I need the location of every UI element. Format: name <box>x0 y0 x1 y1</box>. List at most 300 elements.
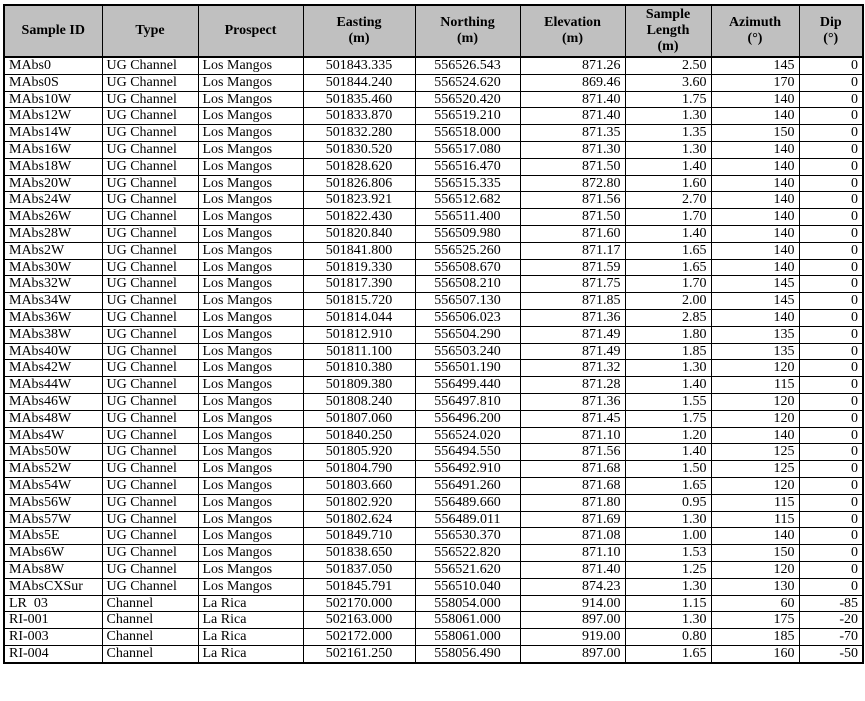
cell-sample-length: 1.70 <box>625 209 711 226</box>
cell-sample-length: 1.65 <box>625 477 711 494</box>
table-row <box>4 343 863 360</box>
cell-type: UG Channel <box>102 91 198 108</box>
cell-type: UG Channel <box>102 545 198 562</box>
column-header-line: (m) <box>457 31 478 46</box>
cell-type: UG Channel <box>102 141 198 158</box>
cell-type: UG Channel <box>102 158 198 175</box>
cell-prospect: Los Mangos <box>198 293 303 310</box>
column-header-northing <box>415 5 520 57</box>
cell-azimuth: 120 <box>711 393 799 410</box>
cell-sample-id: MAbs32W <box>4 276 102 293</box>
cell-prospect: Los Mangos <box>198 175 303 192</box>
cell-sample-length: 1.65 <box>625 259 711 276</box>
cell-sample-id: MAbs24W <box>4 192 102 209</box>
cell-type: UG Channel <box>102 276 198 293</box>
cell-elevation: 871.50 <box>520 209 625 226</box>
cell-azimuth: 175 <box>711 612 799 629</box>
cell-sample-length: 1.35 <box>625 125 711 142</box>
column-header-dip <box>799 5 863 57</box>
cell-sample-length: 1.85 <box>625 343 711 360</box>
cell-elevation: 871.35 <box>520 125 625 142</box>
cell-type: UG Channel <box>102 175 198 192</box>
cell-dip: 0 <box>799 293 863 310</box>
cell-prospect: Los Mangos <box>198 461 303 478</box>
column-header-line: Easting <box>336 15 382 30</box>
cell-easting: 501810.380 <box>303 360 415 377</box>
cell-dip: -85 <box>799 595 863 612</box>
cell-azimuth: 150 <box>711 125 799 142</box>
cell-sample-id: MAbs46W <box>4 393 102 410</box>
cell-elevation: 871.10 <box>520 427 625 444</box>
cell-elevation: 871.40 <box>520 561 625 578</box>
cell-azimuth: 185 <box>711 629 799 646</box>
cell-dip: 0 <box>799 545 863 562</box>
cell-sample-length: 1.40 <box>625 225 711 242</box>
column-header-line: Azimuth <box>728 15 782 30</box>
cell-dip: 0 <box>799 511 863 528</box>
cell-easting: 501822.430 <box>303 209 415 226</box>
cell-easting: 501823.921 <box>303 192 415 209</box>
table-row <box>4 259 863 276</box>
cell-easting: 501819.330 <box>303 259 415 276</box>
cell-prospect: Los Mangos <box>198 343 303 360</box>
cell-dip: -70 <box>799 629 863 646</box>
cell-type: UG Channel <box>102 57 198 74</box>
cell-type: UG Channel <box>102 326 198 343</box>
cell-sample-id: MAbsCXSur <box>4 578 102 595</box>
cell-northing: 558061.000 <box>415 612 520 629</box>
cell-sample-id: MAbs0S <box>4 74 102 91</box>
cell-type: UG Channel <box>102 242 198 259</box>
cell-northing: 556496.200 <box>415 410 520 427</box>
cell-easting: 502172.000 <box>303 629 415 646</box>
cell-northing: 556492.910 <box>415 461 520 478</box>
column-header-line: (m) <box>657 39 679 54</box>
column-header-line: Length <box>646 23 690 38</box>
cell-easting: 501808.240 <box>303 393 415 410</box>
column-header-easting <box>303 5 415 57</box>
cell-type: Channel <box>102 645 198 662</box>
cell-sample-length: 1.60 <box>625 175 711 192</box>
cell-type: UG Channel <box>102 343 198 360</box>
cell-dip: 0 <box>799 57 863 74</box>
cell-elevation: 871.36 <box>520 393 625 410</box>
cell-easting: 501814.044 <box>303 309 415 326</box>
cell-sample-id: MAbs18W <box>4 158 102 175</box>
cell-easting: 501815.720 <box>303 293 415 310</box>
table-row <box>4 360 863 377</box>
table-row <box>4 175 863 192</box>
cell-dip: 0 <box>799 259 863 276</box>
table-row <box>4 477 863 494</box>
cell-sample-id: MAbs14W <box>4 125 102 142</box>
table-row <box>4 645 863 662</box>
table-row <box>4 461 863 478</box>
cell-northing: 556522.820 <box>415 545 520 562</box>
cell-azimuth: 130 <box>711 578 799 595</box>
cell-elevation: 871.08 <box>520 528 625 545</box>
cell-type: UG Channel <box>102 410 198 427</box>
cell-dip: 0 <box>799 494 863 511</box>
cell-dip: 0 <box>799 410 863 427</box>
cell-azimuth: 140 <box>711 192 799 209</box>
table-header <box>4 5 863 57</box>
cell-elevation: 919.00 <box>520 629 625 646</box>
cell-sample-id: MAbs8W <box>4 561 102 578</box>
cell-sample-id: MAbs34W <box>4 293 102 310</box>
cell-type: UG Channel <box>102 108 198 125</box>
cell-sample-length: 1.50 <box>625 461 711 478</box>
cell-prospect: Los Mangos <box>198 125 303 142</box>
cell-elevation: 871.68 <box>520 477 625 494</box>
table-row <box>4 209 863 226</box>
cell-azimuth: 140 <box>711 209 799 226</box>
column-header-line: (m) <box>348 31 370 46</box>
table-row <box>4 528 863 545</box>
cell-northing: 556517.080 <box>415 141 520 158</box>
cell-sample-id: MAbs30W <box>4 259 102 276</box>
cell-northing: 558061.000 <box>415 629 520 646</box>
column-header-line: Sample <box>645 7 691 22</box>
cell-dip: 0 <box>799 360 863 377</box>
cell-dip: 0 <box>799 125 863 142</box>
cell-type: UG Channel <box>102 477 198 494</box>
cell-easting: 502161.250 <box>303 645 415 662</box>
cell-sample-length: 2.50 <box>625 57 711 74</box>
cell-sample-id: MAbs54W <box>4 477 102 494</box>
cell-prospect: La Rica <box>198 595 303 612</box>
cell-type: Channel <box>102 595 198 612</box>
cell-northing: 556525.260 <box>415 242 520 259</box>
cell-azimuth: 170 <box>711 74 799 91</box>
cell-azimuth: 150 <box>711 545 799 562</box>
cell-azimuth: 140 <box>711 175 799 192</box>
cell-dip: 0 <box>799 309 863 326</box>
cell-sample-length: 1.30 <box>625 511 711 528</box>
cell-sample-id: MAbs26W <box>4 209 102 226</box>
cell-sample-length: 0.95 <box>625 494 711 511</box>
cell-easting: 501841.800 <box>303 242 415 259</box>
cell-elevation: 874.23 <box>520 578 625 595</box>
column-header-line: Dip <box>819 15 842 30</box>
cell-sample-id: MAbs6W <box>4 545 102 562</box>
cell-elevation: 914.00 <box>520 595 625 612</box>
cell-type: Channel <box>102 612 198 629</box>
cell-azimuth: 115 <box>711 377 799 394</box>
cell-elevation: 871.26 <box>520 57 625 74</box>
column-header-azimuth <box>711 5 799 57</box>
cell-sample-id: MAbs38W <box>4 326 102 343</box>
cell-sample-id: MAbs48W <box>4 410 102 427</box>
cell-easting: 501802.624 <box>303 511 415 528</box>
cell-sample-length: 1.80 <box>625 326 711 343</box>
table-row <box>4 74 863 91</box>
cell-dip: 0 <box>799 578 863 595</box>
cell-easting: 501843.335 <box>303 57 415 74</box>
cell-sample-length: 1.30 <box>625 578 711 595</box>
cell-type: UG Channel <box>102 461 198 478</box>
cell-dip: 0 <box>799 91 863 108</box>
cell-easting: 501844.240 <box>303 74 415 91</box>
cell-prospect: Los Mangos <box>198 578 303 595</box>
cell-dip: 0 <box>799 393 863 410</box>
cell-prospect: La Rica <box>198 629 303 646</box>
cell-prospect: Los Mangos <box>198 528 303 545</box>
cell-easting: 501817.390 <box>303 276 415 293</box>
cell-elevation: 871.68 <box>520 461 625 478</box>
cell-sample-id: MAbs0 <box>4 57 102 74</box>
cell-type: UG Channel <box>102 360 198 377</box>
cell-elevation: 871.36 <box>520 309 625 326</box>
cell-azimuth: 125 <box>711 444 799 461</box>
cell-elevation: 897.00 <box>520 645 625 662</box>
cell-sample-length: 1.15 <box>625 595 711 612</box>
cell-sample-length: 1.75 <box>625 91 711 108</box>
cell-elevation: 869.46 <box>520 74 625 91</box>
cell-dip: 0 <box>799 528 863 545</box>
cell-northing: 556508.670 <box>415 259 520 276</box>
cell-azimuth: 115 <box>711 494 799 511</box>
cell-sample-length: 1.55 <box>625 393 711 410</box>
cell-sample-length: 1.40 <box>625 377 711 394</box>
cell-prospect: Los Mangos <box>198 309 303 326</box>
cell-azimuth: 120 <box>711 561 799 578</box>
cell-azimuth: 140 <box>711 259 799 276</box>
cell-prospect: Los Mangos <box>198 326 303 343</box>
cell-easting: 502163.000 <box>303 612 415 629</box>
cell-sample-length: 0.80 <box>625 629 711 646</box>
cell-dip: 0 <box>799 427 863 444</box>
table-row <box>4 444 863 461</box>
cell-sample-length: 1.65 <box>625 242 711 259</box>
cell-prospect: Los Mangos <box>198 158 303 175</box>
cell-easting: 501840.250 <box>303 427 415 444</box>
cell-azimuth: 140 <box>711 242 799 259</box>
cell-azimuth: 140 <box>711 309 799 326</box>
cell-easting: 501803.660 <box>303 477 415 494</box>
cell-sample-id: MAbs4W <box>4 427 102 444</box>
table-row <box>4 158 863 175</box>
cell-easting: 501826.806 <box>303 175 415 192</box>
cell-type: UG Channel <box>102 209 198 226</box>
column-header-line: Prospect <box>224 23 277 38</box>
column-header-elevation <box>520 5 625 57</box>
cell-prospect: Los Mangos <box>198 494 303 511</box>
cell-type: UG Channel <box>102 225 198 242</box>
cell-dip: 0 <box>799 192 863 209</box>
cell-northing: 556507.130 <box>415 293 520 310</box>
cell-easting: 501807.060 <box>303 410 415 427</box>
cell-sample-length: 1.30 <box>625 612 711 629</box>
cell-northing: 556508.210 <box>415 276 520 293</box>
cell-northing: 556497.810 <box>415 393 520 410</box>
cell-azimuth: 140 <box>711 158 799 175</box>
cell-elevation: 872.80 <box>520 175 625 192</box>
cell-northing: 556509.980 <box>415 225 520 242</box>
cell-azimuth: 140 <box>711 141 799 158</box>
cell-sample-id: RI-001 <box>4 612 102 629</box>
cell-elevation: 871.49 <box>520 326 625 343</box>
cell-elevation: 871.10 <box>520 545 625 562</box>
cell-elevation: 871.85 <box>520 293 625 310</box>
table-row <box>4 242 863 259</box>
cell-northing: 556521.620 <box>415 561 520 578</box>
cell-northing: 556504.290 <box>415 326 520 343</box>
table-row <box>4 276 863 293</box>
cell-sample-length: 1.53 <box>625 545 711 562</box>
cell-prospect: Los Mangos <box>198 74 303 91</box>
cell-northing: 556489.660 <box>415 494 520 511</box>
cell-dip: 0 <box>799 209 863 226</box>
cell-easting: 501849.710 <box>303 528 415 545</box>
cell-elevation: 897.00 <box>520 612 625 629</box>
cell-prospect: Los Mangos <box>198 410 303 427</box>
cell-prospect: Los Mangos <box>198 511 303 528</box>
cell-easting: 502170.000 <box>303 595 415 612</box>
cell-prospect: Los Mangos <box>198 209 303 226</box>
cell-sample-length: 1.40 <box>625 444 711 461</box>
cell-dip: 0 <box>799 377 863 394</box>
cell-sample-length: 3.60 <box>625 74 711 91</box>
cell-dip: -50 <box>799 645 863 662</box>
cell-easting: 501832.280 <box>303 125 415 142</box>
cell-prospect: Los Mangos <box>198 444 303 461</box>
cell-prospect: Los Mangos <box>198 108 303 125</box>
cell-azimuth: 125 <box>711 461 799 478</box>
table-row <box>4 192 863 209</box>
cell-elevation: 871.45 <box>520 410 625 427</box>
cell-sample-id: MAbs42W <box>4 360 102 377</box>
cell-sample-id: MAbs20W <box>4 175 102 192</box>
cell-sample-length: 1.65 <box>625 645 711 662</box>
column-header-line: Type <box>135 23 165 38</box>
column-header-line: (°) <box>823 31 839 46</box>
cell-sample-id: MAbs36W <box>4 309 102 326</box>
cell-sample-length: 1.30 <box>625 360 711 377</box>
cell-prospect: La Rica <box>198 645 303 662</box>
cell-dip: 0 <box>799 242 863 259</box>
cell-easting: 501830.520 <box>303 141 415 158</box>
cell-azimuth: 140 <box>711 225 799 242</box>
cell-easting: 501845.791 <box>303 578 415 595</box>
table-row <box>4 578 863 595</box>
cell-dip: 0 <box>799 343 863 360</box>
cell-elevation: 871.59 <box>520 259 625 276</box>
cell-prospect: Los Mangos <box>198 276 303 293</box>
cell-sample-id: MAbs56W <box>4 494 102 511</box>
cell-northing: 556516.470 <box>415 158 520 175</box>
cell-azimuth: 160 <box>711 645 799 662</box>
cell-type: UG Channel <box>102 309 198 326</box>
cell-elevation: 871.50 <box>520 158 625 175</box>
cell-sample-id: MAbs40W <box>4 343 102 360</box>
cell-prospect: Los Mangos <box>198 561 303 578</box>
cell-type: UG Channel <box>102 444 198 461</box>
cell-azimuth: 145 <box>711 57 799 74</box>
cell-northing: 556512.682 <box>415 192 520 209</box>
cell-sample-id: MAbs16W <box>4 141 102 158</box>
cell-sample-id: MAbs28W <box>4 225 102 242</box>
table-row <box>4 494 863 511</box>
table-row <box>4 141 863 158</box>
cell-easting: 501838.650 <box>303 545 415 562</box>
cell-easting: 501828.620 <box>303 158 415 175</box>
cell-azimuth: 140 <box>711 427 799 444</box>
table-row <box>4 377 863 394</box>
cell-azimuth: 120 <box>711 410 799 427</box>
cell-sample-id: MAbs5E <box>4 528 102 545</box>
cell-type: UG Channel <box>102 393 198 410</box>
cell-northing: 556489.011 <box>415 511 520 528</box>
cell-prospect: Los Mangos <box>198 393 303 410</box>
cell-elevation: 871.56 <box>520 192 625 209</box>
cell-dip: 0 <box>799 158 863 175</box>
sample-table <box>3 4 864 664</box>
cell-sample-id: MAbs10W <box>4 91 102 108</box>
cell-sample-length: 1.30 <box>625 141 711 158</box>
cell-sample-length: 2.70 <box>625 192 711 209</box>
cell-dip: 0 <box>799 108 863 125</box>
table-row <box>4 108 863 125</box>
column-header-line: Sample ID <box>21 23 85 38</box>
cell-prospect: Los Mangos <box>198 427 303 444</box>
cell-dip: 0 <box>799 561 863 578</box>
cell-type: UG Channel <box>102 125 198 142</box>
cell-elevation: 871.56 <box>520 444 625 461</box>
cell-sample-id: MAbs57W <box>4 511 102 528</box>
table-row <box>4 326 863 343</box>
cell-type: UG Channel <box>102 528 198 545</box>
cell-easting: 501811.100 <box>303 343 415 360</box>
cell-type: Channel <box>102 629 198 646</box>
column-header-line: (m) <box>562 31 583 46</box>
cell-elevation: 871.49 <box>520 343 625 360</box>
cell-elevation: 871.17 <box>520 242 625 259</box>
cell-azimuth: 145 <box>711 276 799 293</box>
cell-northing: 556524.620 <box>415 74 520 91</box>
cell-type: UG Channel <box>102 74 198 91</box>
header-row <box>4 5 863 57</box>
cell-dip: 0 <box>799 141 863 158</box>
cell-azimuth: 120 <box>711 477 799 494</box>
cell-sample-length: 2.00 <box>625 293 711 310</box>
cell-easting: 501835.460 <box>303 91 415 108</box>
cell-type: UG Channel <box>102 578 198 595</box>
cell-azimuth: 135 <box>711 326 799 343</box>
cell-northing: 556519.210 <box>415 108 520 125</box>
cell-prospect: Los Mangos <box>198 377 303 394</box>
table-row <box>4 612 863 629</box>
cell-sample-length: 1.40 <box>625 158 711 175</box>
cell-sample-id: RI-004 <box>4 645 102 662</box>
cell-sample-id: MAbs2W <box>4 242 102 259</box>
cell-sample-id: MAbs50W <box>4 444 102 461</box>
column-header-line: Northing <box>440 15 495 30</box>
cell-dip: 0 <box>799 477 863 494</box>
table-row <box>4 57 863 74</box>
cell-sample-id: RI-003 <box>4 629 102 646</box>
cell-sample-id: LR 03 <box>4 595 102 612</box>
column-header-line: (°) <box>747 31 763 46</box>
table-row <box>4 393 863 410</box>
table-row <box>4 309 863 326</box>
cell-dip: 0 <box>799 461 863 478</box>
cell-azimuth: 120 <box>711 360 799 377</box>
cell-prospect: Los Mangos <box>198 192 303 209</box>
column-header-line: Elevation <box>544 15 601 30</box>
cell-northing: 556491.260 <box>415 477 520 494</box>
table-row <box>4 595 863 612</box>
